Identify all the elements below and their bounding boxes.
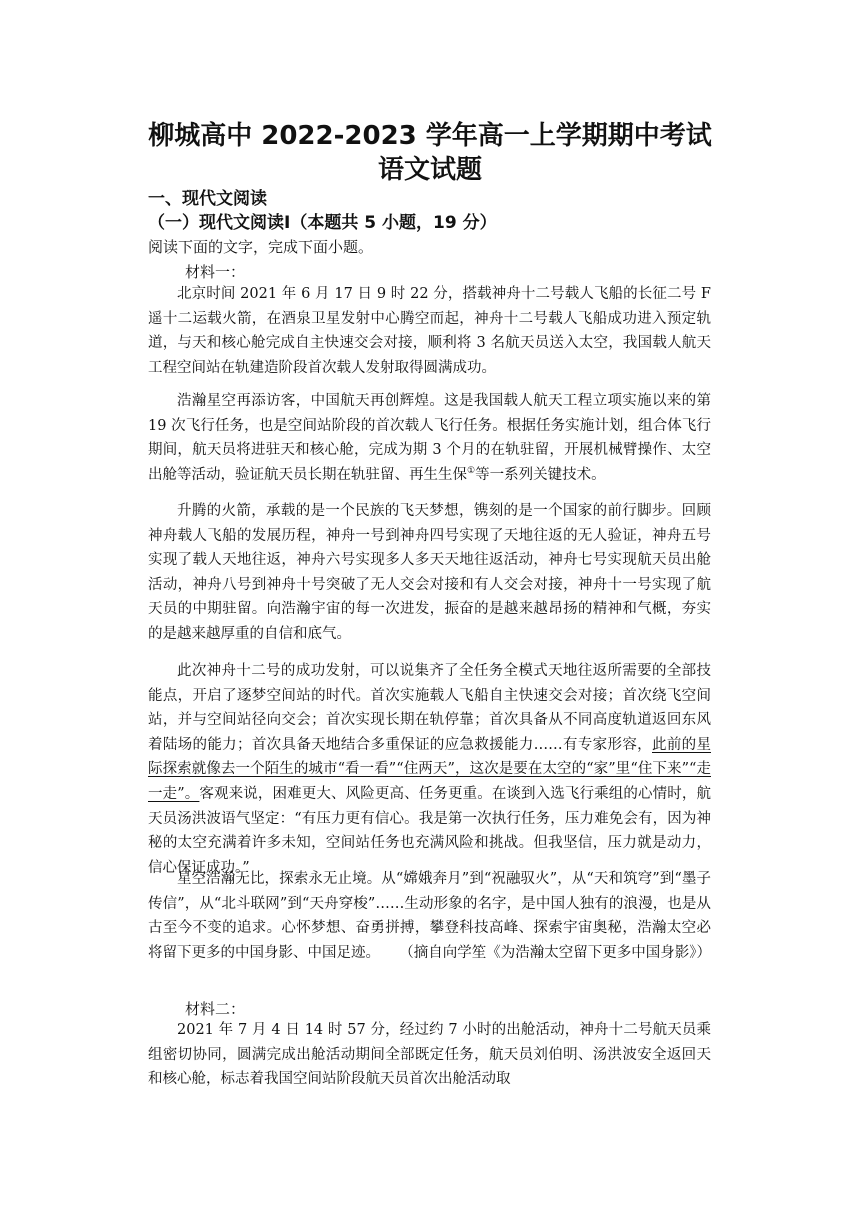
footnote-marker: ① [467,465,476,476]
material-one-label: 材料一： [185,263,246,281]
exam-title: 柳城高中 2022-2023 学年高一上学期期中考试 [148,121,712,151]
paragraph-text: 客观来说，困难更大、风险更高、任务更重。在谈到入选飞行乘组的心情时，航天员汤洪波语气坚定：“有压力更有信心。我是第一次执行任务，压力难免会有，因为神秘的太空充满着许多未知，空间站任务也充满风险和挑战。但我坚信，压力就是动力，信心保证成功。” [148,785,711,876]
exam-subtitle: 语文试题 [377,155,482,185]
material-one-paragraph [148,867,711,965]
material-two-paragraph: 2021 年 7 月 4 日 14 时 57 分，经过约 7 小时的出舱活动，神舟十二号航天员乘组密切协同，圆满完成出舱活动期间全部既定任务，航天员刘伯明、汤洪波安全返回天和核心舱，标志着我国空间站阶段航天员首次出舱活动取 [148,1022,711,1088]
paragraph-text: 星空浩瀚无比，探索永无止境。从“嫦娥奔月”到“祝融驭火”，从“天和筑穹”到“墨子传信”，从“北斗联网”到“天舟穿梭”……生动形象的名字，是中国人独有的浪漫，也是从古至今不变的追求。心怀梦想、奋勇拼搏，攀登科技高峰、探索宇宙奥秘，浩瀚太空必将留下更多的中国身影、中国足迹。 [148,871,711,961]
paragraph-text: 等一系列关键技术。 [475,466,606,483]
paragraph-text: 浩瀚星空再添访客，中国航天再创辉煌。这是我国载人航天工程立项实施以来的第 19 次飞行任务，也是空间站阶段的首次载人飞行任务。根据任务实施计划，组合体飞行期间，航天员将进驻天和核心舱，完成为期 3 个月的在轨驻留，开展机械臂操作、太空出舱等活动，验证航天员长期在轨驻留、再生生保 [148,393,711,483]
section-heading: 一、现代文阅读 [148,189,267,209]
material-two-label: 材料二： [185,1000,246,1018]
underlined-sentence: 此前的星际探索就像去一个陌生的城市“看一看”“住两天”，这次是要在太空的“家”里“住下来”“走一走”。 [148,736,711,802]
material-one-paragraph [148,389,711,487]
material-one-paragraph: 升腾的火箭，承载的是一个民族的飞天梦想，镌刻的是一个国家的前行脚步。回顾神舟载人飞船的发展历程，神舟一号到神舟四号实现了天地往返的无人验证，神舟五号实现了载人天地往返，神舟六号实现多人多天天地往返活动，神舟七号实现航天员出舱活动，神舟八号到神舟十号突破了无人交会对接和有人交会对接，神舟十一号实现了航天员的中期驻留。向浩瀚宇宙的每一次进发，振奋的是越来越昂扬的精神和气概，夯实的是越来越厚重的自信和底气。 [148,503,711,642]
source-citation: （摘自向学笙《为浩瀚太空留下更多中国身影》） [399,944,711,961]
paragraph-text: 此次神舟十二号的成功发射，可以说集齐了全任务全模式天地往返所需要的全部技能点，开启了逐梦空间站的时代。首次实施载人飞船自主快速交会对接；首次绕飞空间站，并与空间站径向交会；首次实现长期在轨停靠；首次具备从不同高度轨道返回东风着陆场的能力；首次具备天地结合多重保证的应急救援能力……有专家形容， [148,663,711,753]
reading-instruction: 阅读下面的文字，完成下面小题。 [148,238,374,256]
material-one-paragraph: 北京时间 2021 年 6 月 17 日 9 时 22 分，搭载神舟十二号载人飞船的长征二号 F 遥十二运载火箭，在酒泉卫星发射中心腾空而起，神舟十二号载人飞船成功进入预定轨道，与天和核心舱完成自主快速交会对接，顺利将 3 名航天员送入太空，我国载人航天工程空间站在轨建造阶段首次载人发射取得圆满成功。 [148,286,711,376]
material-one-paragraph [148,659,711,880]
subsection-heading: （一）现代文阅读Ⅰ（本题共 5 小题，19 分） [148,213,497,233]
